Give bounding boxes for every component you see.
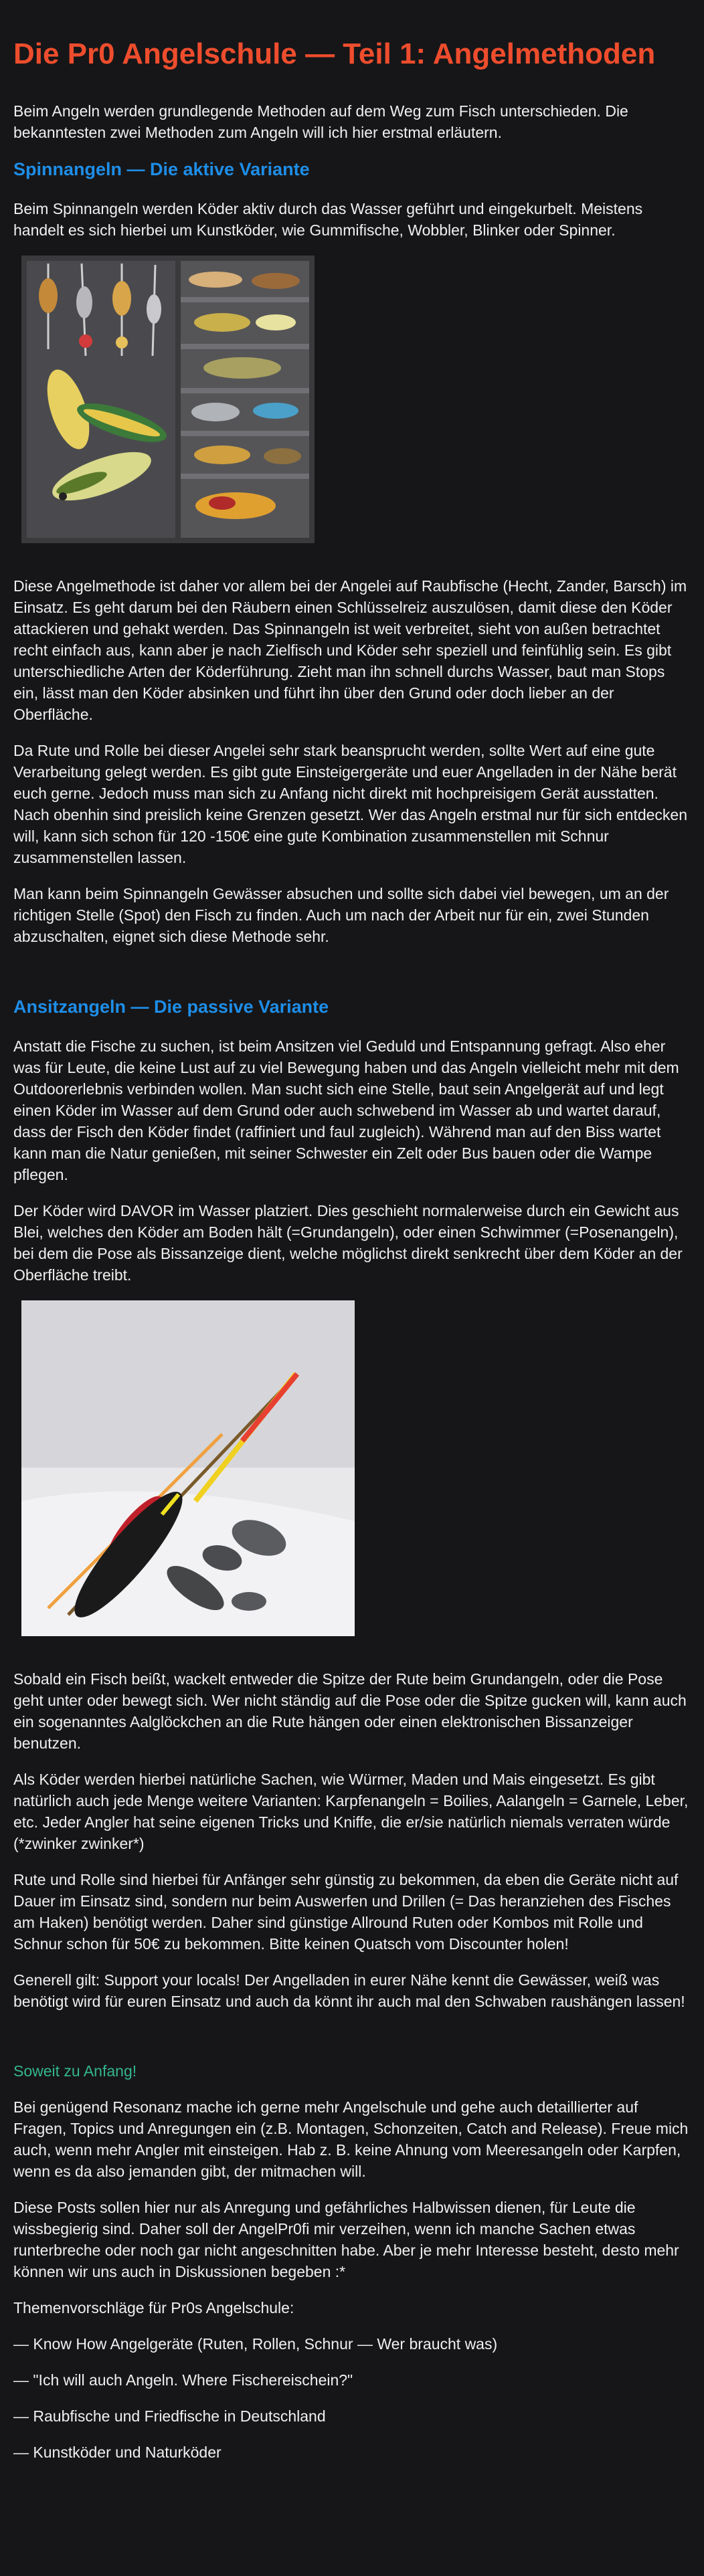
ansitz-paragraph-2: Der Köder wird DAVOR im Wasser platziert. Dies geschieht normalerweise durch ein Gewicht aus Blei, welches den Köder am Boden hält (=Grundangeln), oder einen Schwimmer (=Posenangeln), bei dem die Pose als Bissanzeige dient, welche möglichst direkt senkrecht über dem Köder an der Oberfläche treibt. (13, 1202, 683, 1284)
topic-item: — Know How Angelgeräte (Ruten, Rollen, Schnur — Wer braucht was) (13, 2335, 498, 2353)
spinn-paragraph-2: Diese Angelmethode ist daher vor allem bei der Angelei auf Raubfische (Hecht, Zander, Barsch) im Einsatz. Es geht darum bei den Räubern einen Schlüsselreiz auszulösen, damit diese den Köder attackieren und gehakt werden. Das Spinnangeln ist weit verbreitet, sieht von außen betrachtet recht einfach aus, kann aber je nach Zielfisch und Köder sehr speziell und feinfühlig sein. Es gibt unterschiedliche Arten der Köderführung. Zieht man ihn schnell durchs Wasser, baut man Stops ein, lässt man den Köder absinken und führt ihn über den Grund oder doch lieber an der Oberfläche. (13, 577, 687, 723)
spinn-paragraph-1: Beim Spinnangeln werden Köder aktiv durch das Wasser geführt und eingekurbelt. Meistens handelt es sich hierbei um Kunstköder, wie Gummifische, Wobbler, Blinker oder Spinner. (13, 200, 643, 239)
page-title: Die Pr0 Angelschule — Teil 1: Angelmethoden (13, 37, 656, 70)
section-heading-ansitzangeln: Ansitzangeln — Die passive Variante (13, 997, 329, 1017)
ansitz-paragraph-3: Sobald ein Fisch beißt, wackelt entweder die Spitze der Rute beim Grundangeln, oder die Pose geht unter oder bewegt sich. Wer nicht ständig auf die Pose oder die Spitze gucken will, kann auch ein sogenanntes Aalglöckchen an die Rute hängen oder einen elektronischen Bissanzeiger benutzen. (13, 1670, 687, 1752)
section-heading-outro: Soweit zu Anfang! (13, 2062, 137, 2080)
topic-item: — Kunstköder und Naturköder (13, 2444, 222, 2461)
section-heading-spinnangeln: Spinnangeln — Die aktive Variante (13, 159, 310, 179)
intro-paragraph: Beim Angeln werden grundlegende Methoden auf dem Weg zum Fisch unterschieden. Die bekanntesten zwei Methoden zum Angeln will ich hier erstmal erläutern. (13, 102, 628, 141)
ansitz-paragraph-4: Als Köder werden hierbei natürliche Sachen, wie Würmer, Maden und Mais eingesetzt. Es gibt natürlich auch jede Menge weitere Varianten: Karpfenangeln = Boilies, Aalangeln = Garnele, Leber, etc. Jeder Angler hat seine eigenen Tricks und Kniffe, die er/sie natürlich niemals verraten würde (*zwinker zwinker*) (13, 1771, 689, 1852)
spinn-paragraph-3: Da Rute und Rolle bei dieser Angelei sehr stark beansprucht werden, sollte Wert auf eine gute Verarbeitung gelegt werden. Es gibt gute Einsteigergeräte und euer Angelladen in der Nähe berät euch gerne. Jedoch muss man sich zu Anfang nicht direkt mit hochpreisigem Gerät ausstatten. Nach obenhin sind preislich keine Grenzen gesetzt. Wer das Angeln erstmal nur für sich entdecken will, kann sich schon für 120 -150€ eine gute Kombination zusammenstellen mit Schnur zusammenstellen lassen. (13, 742, 688, 866)
tackle-box-image (21, 256, 691, 543)
outro-paragraph-2: Diese Posts sollen hier nur als Anregung und gefährliches Halbwissen dienen, für Leute die wissbegierig sind. Daher soll der AngelPr0fi mir verzeihen, wenn ich manche Sachen etwas runterbreche oder noch gar nicht angeschnitten habe. Aber je mehr Interesse besteht, desto mehr können wir uns auch in Diskussionen begeben :* (13, 2199, 679, 2280)
ansitz-paragraph-1: Anstatt die Fische zu suchen, ist beim Ansitzen viel Geduld und Entspannung gefragt. Also eher was für Leute, die keine Lust auf zu viel Bewegung haben und das Angeln vielleicht mehr mit dem Outdoorerlebnis verbinden wollen. Man sucht sich eine Stelle, baut sein Angelgerät auf und legt einen Köder im Wasser auf dem Grund oder auch schwebend im Wasser ab und wartet darauf, dass der Fisch den Köder findet (raffiniert und faul zugleich). Während man auf den Biss wartet kann man die Natur genießen, mit seiner Schwester ein Zelt oder Bus bauen oder die Wampe pflegen. (13, 1037, 679, 1183)
topic-item: — "Ich will auch Angeln. Where Fischereischein?" (13, 2371, 353, 2389)
topic-item: — Raubfische und Friedfische in Deutschland (13, 2407, 326, 2425)
float-and-weights-image (21, 1300, 691, 1636)
topics-label: Themenvorschläge für Pr0s Angelschule: (13, 2299, 294, 2316)
ansitz-paragraph-5: Rute und Rolle sind hierbei für Anfänger sehr günstig zu bekommen, da eben die Geräte nicht auf Dauer im Einsatz sind, sondern nur beim Auswerfen und Drillen (= Das heranziehen des Fisches am Haken) benötigt werden. Daher sind günstige Allround Ruten oder Kombos mit Rolle und Schnur schon für 50€ zu bekommen. Bitte keinen Quatsch vom Discounter holen! (13, 1871, 679, 1953)
ansitz-paragraph-6: Generell gilt: Support your locals! Der Angelladen in eurer Nähe kennt die Gewässer, weiß was benötigt wird für euren Einsatz und auch da könnt ihr auch mal den Schwaben raushängen lassen! (13, 1971, 685, 2010)
spinn-paragraph-4: Man kann beim Spinnangeln Gewässer absuchen und sollte sich dabei viel bewegen, um an der richtigen Stelle (Spot) den Fisch zu finden. Auch um nach der Arbeit nur für ein, zwei Stunden abzuschalten, eignet sich diese Methode sehr. (13, 885, 669, 945)
outro-paragraph-1: Bei genügend Resonanz mache ich gerne mehr Angelschule und gehe auch detaillierter auf Fragen, Topics und Anregungen ein (z.B. Montagen, Schonzeiten, Catch and Release). Freue mich auch, wenn mehr Angler mit einsteigen. Hab z. B. keine Ahnung vom Meeresangeln oder Karpfen, wenn es da also jemanden gibt, der mitmachen will. (13, 2098, 689, 2180)
